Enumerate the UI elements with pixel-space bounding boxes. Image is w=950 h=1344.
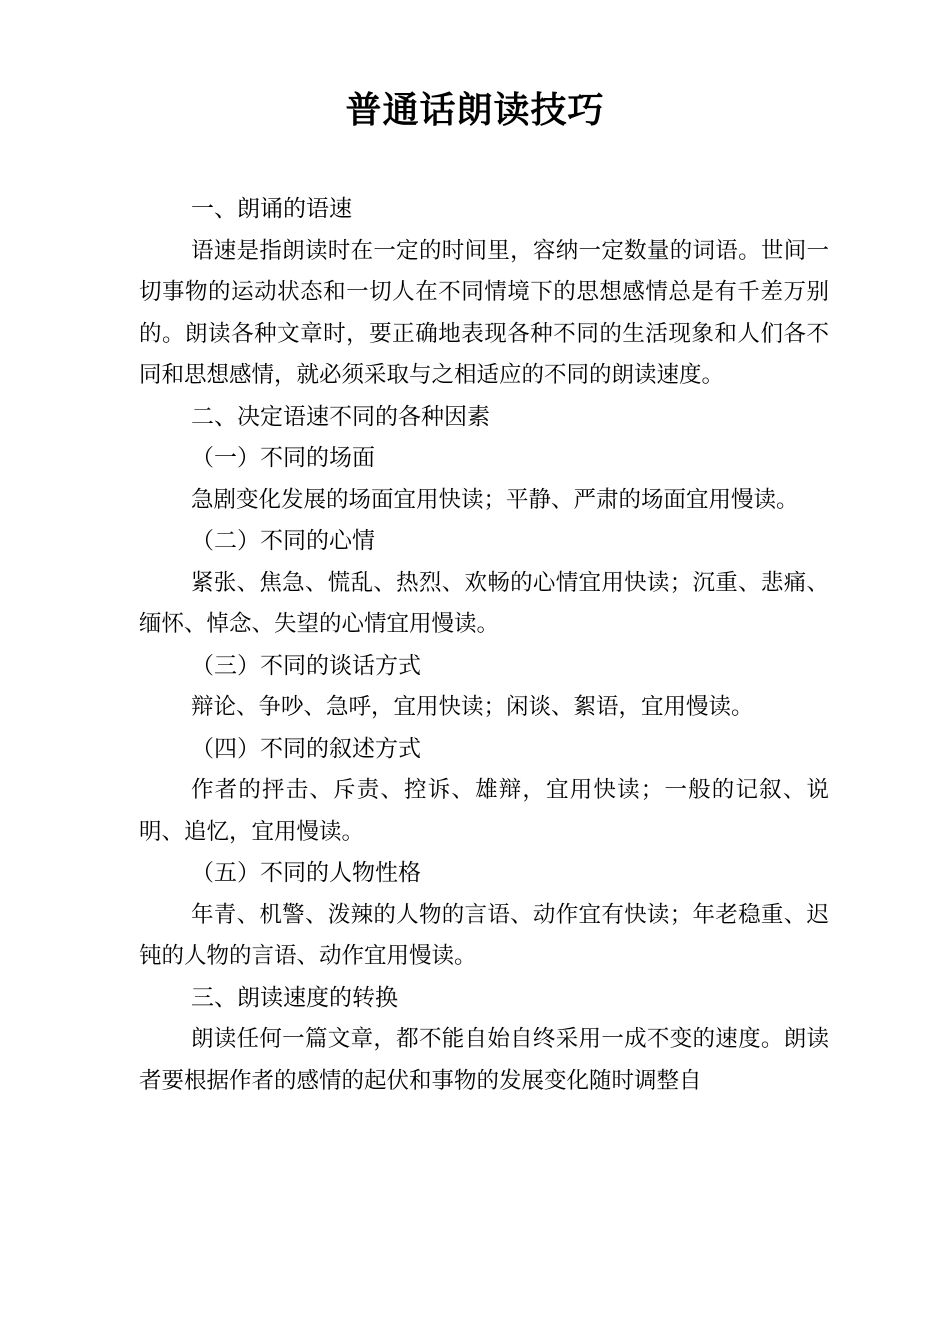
paragraph-narration: 作者的抨击、斥责、控诉、雄辩，宜用快读；一般的记叙、说明、追忆，宜用慢读。 [139, 777, 829, 845]
paragraph-scene: 急剧变化发展的场面宜用快读；平静、严肃的场面宜用慢读。 [191, 486, 799, 513]
subheading-scene: （一）不同的场面 [191, 445, 375, 471]
subheading-mood: （二）不同的心情 [191, 528, 375, 554]
section-heading-speed: 一、朗诵的语速 [191, 196, 352, 222]
subheading-narration: （四）不同的叙述方式 [191, 735, 421, 762]
paragraph-character: 年青、机警、泼辣的人物的言语、动作宜有快读；年老稳重、迟钝的人物的言语、动作宜用慢读。 [139, 901, 829, 969]
document-body [139, 189, 829, 1102]
section-heading-factors: 二、决定语速不同的各种因素 [191, 403, 490, 430]
paragraph-mood: 紧张、焦急、慌乱、热烈、欢畅的心情宜用快读；沉重、悲痛、缅怀、悼念、失望的心情宜用慢读。 [139, 569, 829, 637]
paragraph-speed-definition: 语速是指朗读时在一定的时间里，容纳一定数量的词语。世间一切事物的运动状态和一切人在不同情境下的思想感情总是有千差万别的。朗读各种文章时，要正确地表现各种不同的生活现象和人们各不同和思想感情，就必须采取与之相适应的不同的朗读速度。 [139, 237, 829, 388]
paragraph-conversation: 辩论、争吵、急呼，宜用快读；闲谈、絮语，宜用慢读。 [191, 694, 754, 720]
subheading-character: （五）不同的人物性格 [191, 860, 421, 886]
paragraph-transition: 朗读任何一篇文章，都不能自始自终采用一成不变的速度。朗读者要根据作者的感情的起伏和事物的发展变化随时调整自 [139, 1026, 829, 1094]
subheading-conversation: （三）不同的谈话方式 [191, 652, 421, 679]
section-heading-transition: 三、朗读速度的转换 [191, 984, 398, 1011]
document-title: 普通话朗读技巧 [345, 90, 605, 131]
